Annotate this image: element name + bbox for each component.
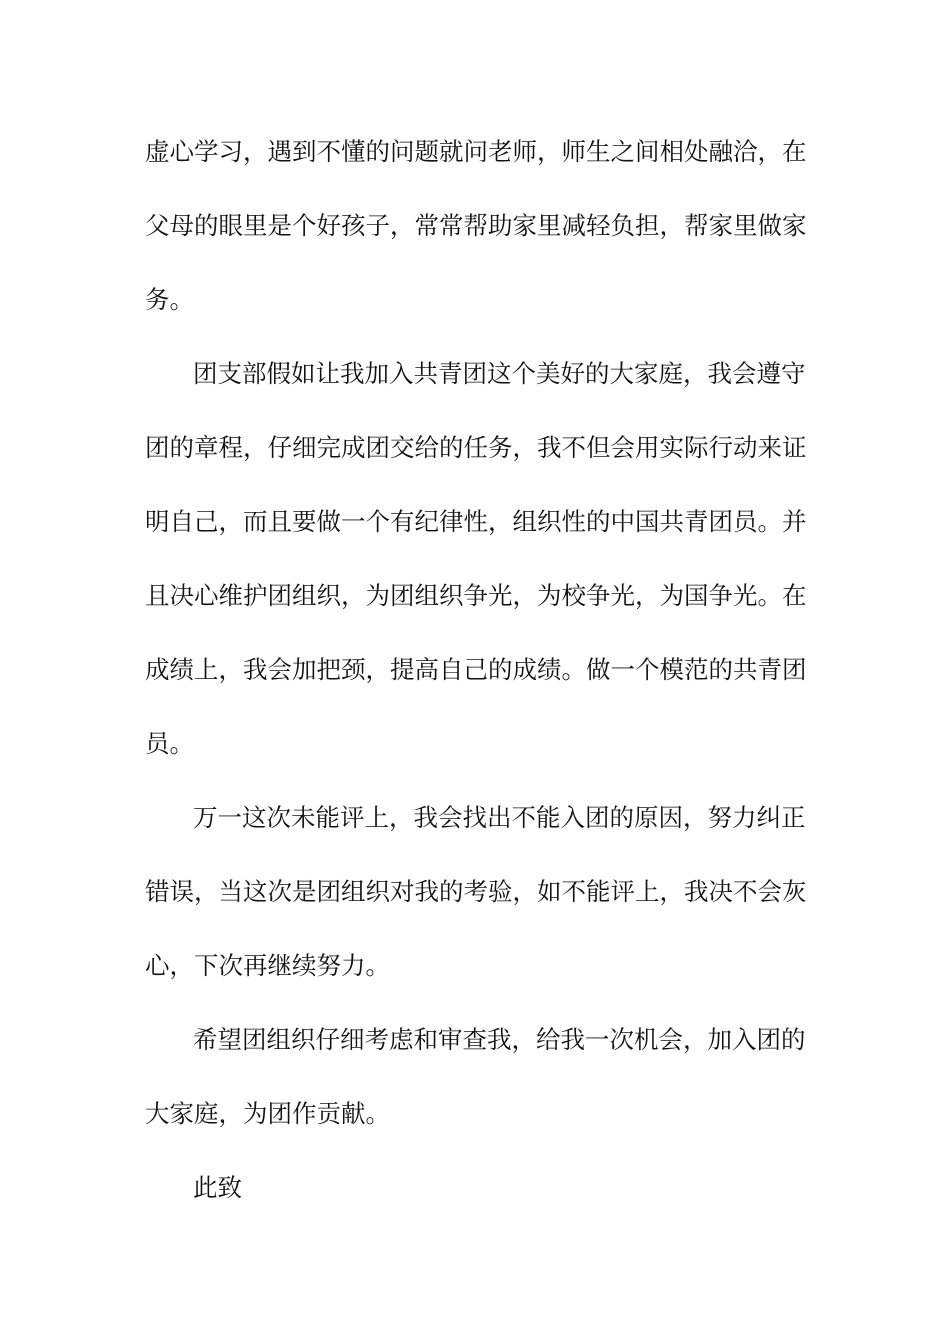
text-line-2: 父母的眼里是个好孩子，常常帮助家里减轻负担，帮家里做家 bbox=[145, 211, 807, 240]
text-line-1: 虚心学习，遇到不懂的问题就问老师，师生之间相处融洽，在 bbox=[145, 137, 807, 166]
paragraph-3-line-2: 错误，当这次是团组织对我的考验，如不能评上，我决不会灰 bbox=[145, 877, 807, 906]
closing-salutation: 此致 bbox=[193, 1173, 242, 1202]
paragraph-4-line-1: 希望团组织仔细考虑和审查我，给我一次机会，加入团的 bbox=[193, 1025, 806, 1054]
paragraph-4-line-2: 大家庭，为团作贡献。 bbox=[145, 1099, 390, 1128]
paragraph-2-line-4: 且决心维护团组织，为团组织争光，为校争光，为国争光。在 bbox=[145, 581, 807, 610]
paragraph-2-line-1: 团支部假如让我加入共青团这个美好的大家庭，我会遵守 bbox=[193, 359, 806, 388]
paragraph-3-line-1: 万一这次未能评上，我会找出不能入团的原因，努力纠正 bbox=[193, 803, 806, 832]
paragraph-3-line-3: 心，下次再继续努力。 bbox=[145, 951, 390, 980]
paragraph-2-line-6: 员。 bbox=[145, 729, 194, 758]
text-line-3: 务。 bbox=[145, 285, 194, 314]
paragraph-2-line-3: 明自己，而且要做一个有纪律性，组织性的中国共青团员。并 bbox=[145, 507, 807, 536]
paragraph-2-line-5: 成绩上，我会加把颈，提高自己的成绩。做一个模范的共青团 bbox=[145, 655, 807, 684]
paragraph-2-line-2: 团的章程，仔细完成团交给的任务，我不但会用实际行动来证 bbox=[145, 433, 807, 462]
